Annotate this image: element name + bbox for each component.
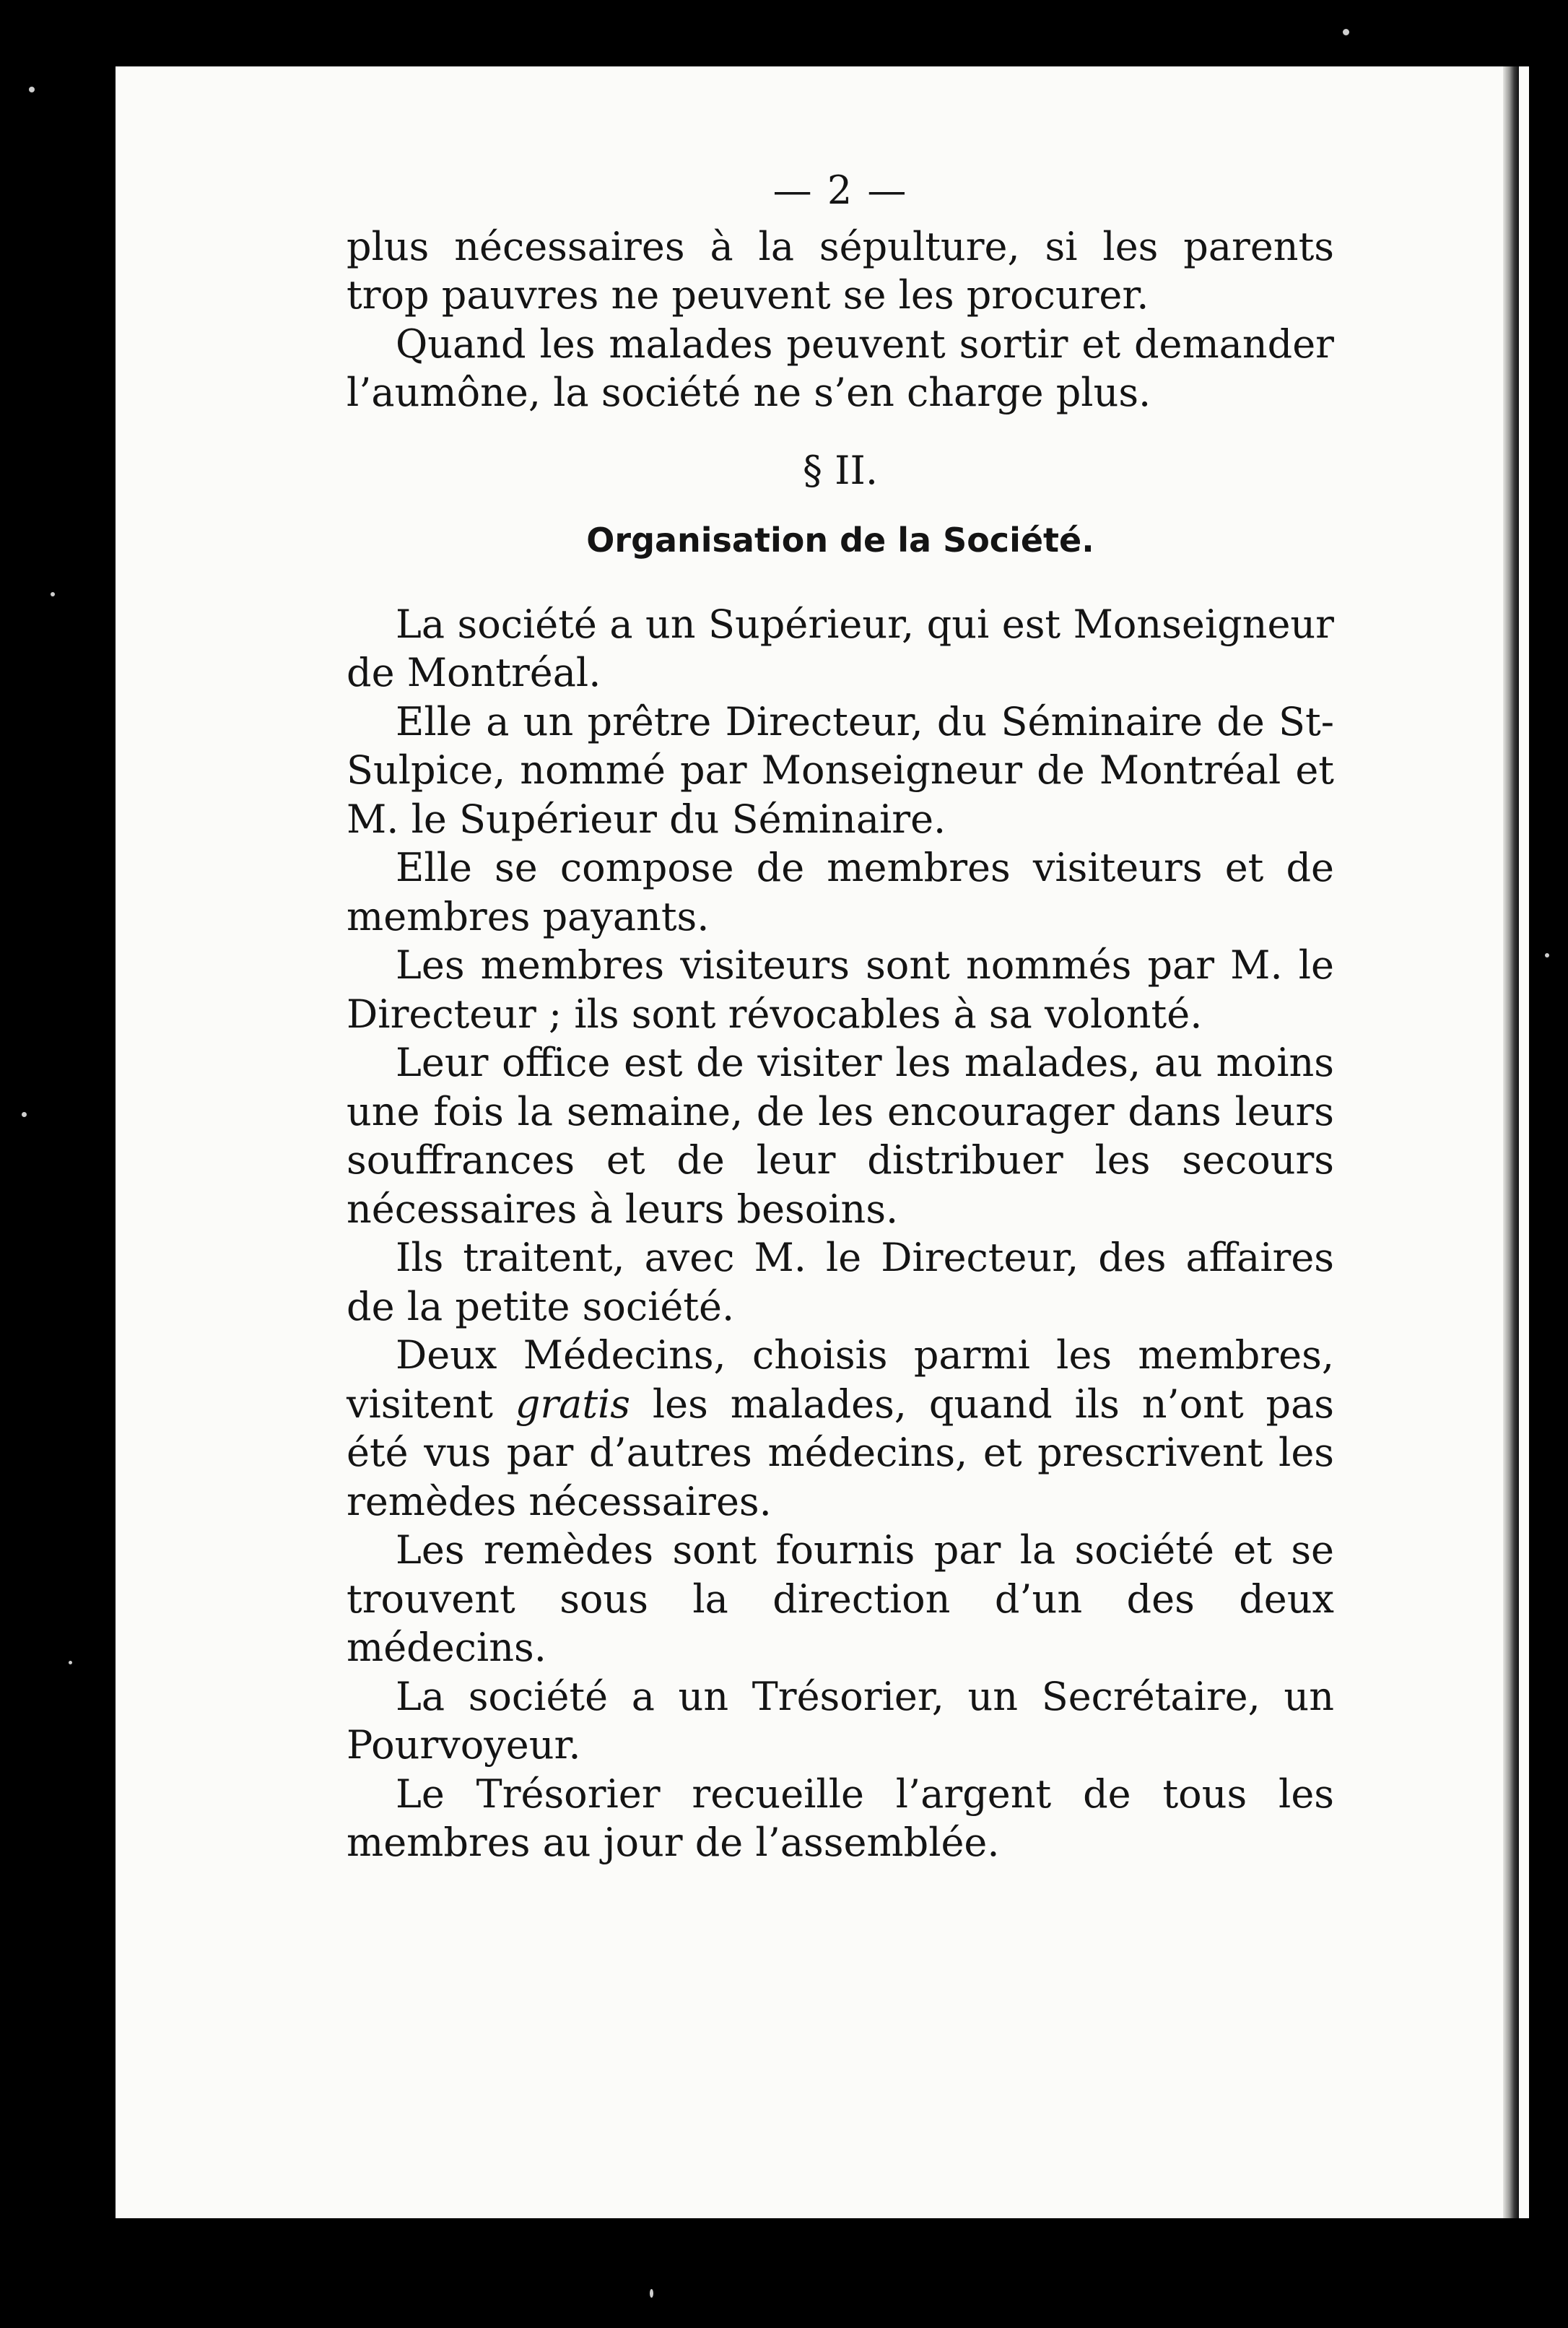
section-number: § II.	[803, 447, 878, 493]
paragraph-continued: plus nécessaires à la sépulture, si les parents trop pauvres ne peuvent se les procurer.	[347, 223, 1334, 318]
scan-dust	[22, 1112, 27, 1117]
scan-dust	[29, 87, 35, 92]
text-run: Deux Médecins, choisis parmi les membres, visitent	[347, 1332, 1334, 1427]
scan-dust	[1343, 29, 1349, 35]
italic-word: gratis	[515, 1381, 631, 1427]
paragraph: Le Trésorier recueille l’argent de tous les membres au jour de l’assemblée.	[347, 1771, 1334, 1865]
paragraph: Ils traitent, avec M. le Directeur, des affaires de la petite société.	[347, 1235, 1334, 1329]
paragraph: Les membres visiteurs sont nommés par M. le Directeur ; ils sont révocables à sa volonté.	[347, 942, 1334, 1037]
paragraph: Les remèdes sont fournis par la société et se trouvent sous la direction d’un des deux médecins.	[347, 1527, 1334, 1670]
scan-dust	[51, 592, 55, 596]
scan-dust	[650, 2289, 653, 2298]
paragraph: Quand les malades peuvent sortir et demander l’aumône, la société ne s’en charge plus.	[347, 321, 1334, 415]
scan-dust	[69, 1661, 72, 1664]
page-number: — 2 —	[772, 168, 908, 213]
paragraph: Elle se compose de membres visiteurs et de membres payants.	[347, 845, 1334, 939]
paragraph: Elle a un prêtre Directeur, du Séminaire de St-Sulpice, nommé par Monseigneur de Montréal et M. le Supérieur du Séminaire.	[347, 698, 1334, 842]
paragraph: La société a un Supérieur, qui est Monseigneur de Montréal.	[347, 601, 1334, 695]
text-run: les malades, quand ils n’ont pas été vus par d’autres médecins, et prescrivent les remèdes nécessaires.	[347, 1381, 1334, 1524]
section-title: Organisation de la Société.	[586, 521, 1094, 560]
paragraph: Leur office est de visiter les malades, au moins une fois la semaine, de les encourager dans leurs souffrances et de leur distribuer les secours nécessaires à leurs besoins.	[347, 1040, 1334, 1232]
scan-dust	[1545, 953, 1549, 957]
paragraph-medecins	[347, 1331, 1334, 1526]
page-edge-shadow	[1503, 66, 1519, 2218]
page-text	[347, 166, 1334, 1867]
paragraph: La société a un Trésorier, un Secrétaire, un Pourvoyeur.	[347, 1673, 1334, 1768]
